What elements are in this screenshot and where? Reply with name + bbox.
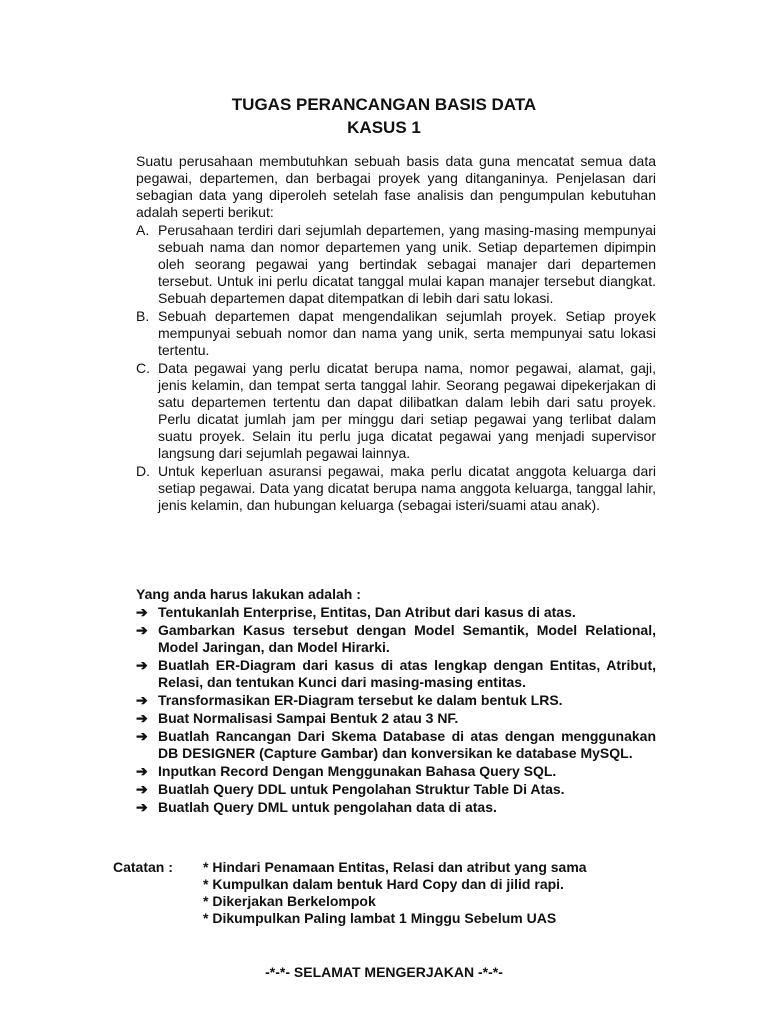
requirement-text: Data pegawai yang perlu dicatat berupa nama, nomor pegawai, alamat, gaji, jenis kelamin, dan tempat serta tanggal lahir. Seorang pegawai dipekerjakan di satu departemen tertentu dan dapat dilibatkan dalam lebih dari satu proyek. Perlu dicatat jumlah jam per minggu dari setiap pegawai yang terlibat dalam suatu proyek. Selain itu perlu juga dicatat pegawai yang menjadi supervisor langsung dari sejumlah pegawai lainnya. (158, 360, 656, 461)
arrow-icon: ➔ (136, 622, 148, 638)
notes-label: Catatan : (113, 859, 173, 875)
task-text: Buat Normalisasi Sampai Bentuk 2 atau 3 NF. (158, 710, 459, 726)
arrow-icon: ➔ (136, 657, 148, 673)
arrow-icon: ➔ (136, 604, 148, 620)
requirement-item (136, 222, 656, 307)
note-item: * Hindari Penamaan Entitas, Relasi dan atribut yang sama (203, 859, 587, 875)
arrow-icon: ➔ (136, 763, 148, 779)
note-item: * Dikerjakan Berkelompok (203, 893, 376, 909)
requirement-marker: B. (136, 308, 150, 324)
task-text: Tentukanlah Enterprise, Entitas, Dan Atribut dari kasus di atas. (158, 604, 576, 620)
task-text: Buatlah ER-Diagram dari kasus di atas lengkap dengan Entitas, Atribut, Relasi, dan tentukan Kunci dari masing-masing entitas. (158, 657, 656, 690)
arrow-icon: ➔ (136, 692, 148, 708)
tasks-heading: Yang anda harus lakukan adalah : (136, 586, 361, 602)
task-item (136, 657, 656, 691)
task-item (136, 604, 656, 621)
arrow-icon: ➔ (136, 728, 148, 744)
note-item: * Dikumpulkan Paling lambat 1 Minggu Sebelum UAS (203, 910, 557, 926)
task-item (136, 799, 656, 816)
task-text: Transformasikan ER-Diagram tersebut ke dalam bentuk LRS. (158, 692, 563, 708)
requirement-marker: A. (136, 222, 150, 238)
requirement-item (136, 308, 656, 359)
requirement-item (136, 360, 656, 462)
requirement-marker: D. (136, 463, 150, 479)
arrow-icon: ➔ (136, 799, 148, 815)
task-text: Buatlah Query DDL untuk Pengolahan Struktur Table Di Atas. (158, 781, 565, 797)
requirement-item (136, 463, 656, 514)
task-text: Buatlah Rancangan Dari Skema Database di atas dengan menggunakan DB DESIGNER (Capture Gambar) dan konversikan ke database MySQL. (158, 728, 656, 761)
task-item (136, 622, 656, 656)
document-subtitle: KASUS 1 (347, 118, 421, 137)
requirement-text: Untuk keperluan asuransi pegawai, maka perlu dicatat anggota keluarga dari setiap pegawai. Data yang dicatat berupa nama anggota keluarga, tanggal lahir, jenis kelamin, dan hubungan keluarga (sebagai isteri/suami atau anak). (158, 463, 656, 513)
requirement-text: Sebuah departemen dapat mengendalikan sejumlah proyek. Setiap proyek mempunyai sebuah nomor dan nama yang unik, serta mempunyai satu lokasi tertentu. (158, 308, 656, 358)
task-item (136, 781, 656, 798)
closing-line: -*-*- SELAMAT MENGERJAKAN -*-*- (265, 964, 503, 980)
note-item: * Kumpulkan dalam bentuk Hard Copy dan di jilid rapi. (203, 876, 564, 892)
requirement-marker: C. (136, 360, 150, 376)
arrow-icon: ➔ (136, 781, 148, 797)
task-text: Inputkan Record Dengan Menggunakan Bahasa Query SQL. (158, 763, 557, 779)
task-item (136, 692, 656, 709)
task-item (136, 763, 656, 780)
tasks-list (136, 604, 656, 817)
requirement-text: Perusahaan terdiri dari sejumlah departemen, yang masing-masing mempunyai sebuah nama dan nomor departemen yang unik. Setiap departemen dipimpin oleh seorang pegawai yang bertindak sebagai manajer dari departemen tersebut. Untuk ini perlu dicatat tanggal mulai kapan manajer tersebut diangkat. Sebuah departemen dapat ditempatkan di lebih dari satu lokasi. (158, 222, 656, 306)
document-title: TUGAS PERANCANGAN BASIS DATA (231, 95, 537, 114)
task-item (136, 728, 656, 762)
requirements-list (136, 222, 656, 515)
task-item (136, 710, 656, 727)
intro-paragraph: Suatu perusahaan membutuhkan sebuah basis data guna mencatat semua data pegawai, departemen, dan berbagai proyek yang ditanganinya. Penjelasan dari sebagian data yang diperoleh setelah fase analisis dan pengumpulan kebutuhan adalah seperti berikut: (136, 153, 656, 220)
task-text: Gambarkan Kasus tersebut dengan Model Semantik, Model Relational, Model Jaringan, dan Model Hirarki. (158, 622, 656, 655)
arrow-icon: ➔ (136, 710, 148, 726)
notes-list (203, 859, 587, 927)
task-text: Buatlah Query DML untuk pengolahan data di atas. (158, 799, 497, 815)
